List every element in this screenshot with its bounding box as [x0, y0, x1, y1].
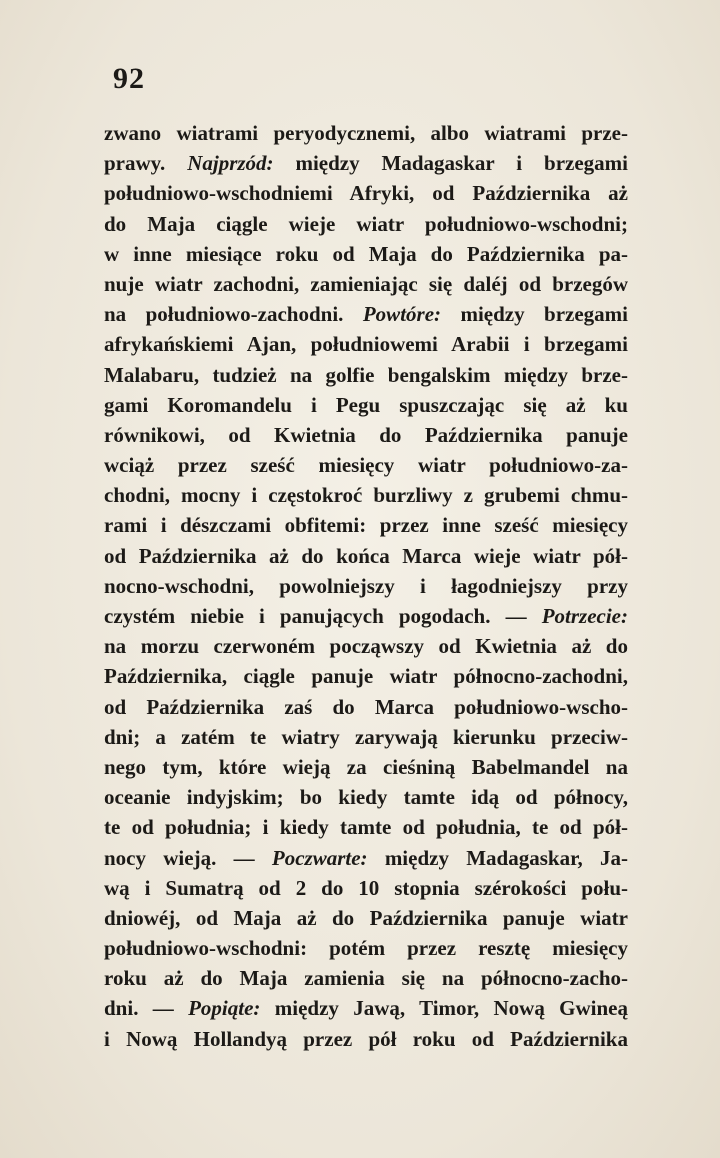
text-line: do Maja ciągle wieje wiatr południowo-wschodni; [104, 211, 628, 236]
text-line: nocy wieją. — Poczwarte: między Madagaskar, Ja- [104, 845, 628, 870]
text-line: czystém niebie i panujących pogodach. — Potrzecie: [104, 604, 628, 628]
text-line: te od południa; i kiedy tamte od południa, te od pół- [104, 815, 628, 840]
text-line: od Października aż do końca Marca wieje wiatr pół- [104, 543, 628, 568]
text-line: południowo-wschodni: potém przez resztę miesięcy [104, 936, 628, 961]
text-line: na morzu czerwoném począwszy od Kwietnia aż do [104, 634, 628, 659]
text-line: od Października zaś do Marca południowo-wscho- [104, 694, 628, 719]
text-line: Malabaru, tudzież na golfie bengalskim między brze- [104, 362, 628, 387]
text-line: afrykańskiemi Ajan, południowemi Arabii i brzegami [104, 332, 628, 357]
text-line: chodni, mocny i częstokroć burzliwy z grubemi chmu- [104, 483, 628, 508]
text-line: wciąż przez sześć miesięcy wiatr południowo-za- [104, 453, 628, 478]
text-line: wą i Sumatrą od 2 do 10 stopnia szérokości połu- [104, 875, 628, 900]
text-line: nocno-wschodni, powolniejszy i łagodniejszy przy [104, 573, 628, 598]
text-line: rami i dészczami obfitemi: przez inne sześć miesięcy [104, 513, 628, 538]
text-line: prawy. Najprzód: między Madagaskar i brzegami [104, 151, 628, 176]
text-line: nego tym, które wieją za cieśniną Babelmandel na [104, 754, 628, 779]
text-line: zwano wiatrami peryodycznemi, albo wiatrami prze- [104, 121, 628, 145]
text-line: dniowéj, od Maja aż do Października panuje wiatr [104, 905, 628, 930]
page-number: 92 [113, 62, 145, 95]
body-text [104, 118, 628, 1054]
text-line: gami Koromandelu i Pegu spuszczając się aż ku [104, 392, 628, 417]
text-line: południowo-wschodniemi Afryki, od Października aż [104, 181, 628, 206]
text-line: i Nową Hollandyą przez pół roku od Października [104, 1026, 628, 1051]
text-line: dni. — Popiąte: między Jawą, Timor, Nową Gwineą [104, 996, 628, 1021]
text-line: dni; a zatém te wiatry zarywają kierunku przeciw- [104, 724, 628, 749]
text-line: na południowo-zachodni. Powtóre: między brzegami [104, 302, 628, 327]
text-line: oceanie indyjskim; bo kiedy tamte idą od północy, [104, 785, 628, 810]
text-line: równikowi, od Kwietnia do Października panuje [104, 422, 628, 447]
text-line: Października, ciągle panuje wiatr północno-zachodni, [104, 664, 628, 689]
text-line: nuje wiatr zachodni, zamieniając się daléj od brzegów [104, 271, 628, 296]
text-line: roku aż do Maja zamienia się na północno-zacho- [104, 966, 628, 991]
text-line: w inne miesiące roku od Maja do Października pa- [104, 241, 628, 266]
